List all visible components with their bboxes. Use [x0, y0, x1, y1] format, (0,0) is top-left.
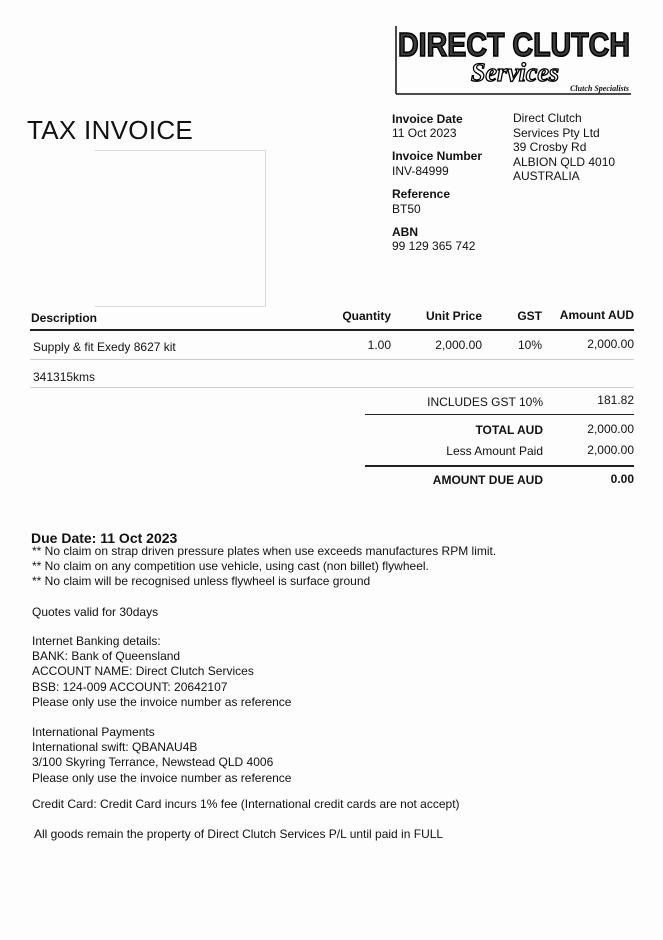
logo-line2: Services — [470, 58, 560, 87]
quotes-note: Quotes valid for 30days — [32, 605, 159, 619]
company-address — [513, 111, 615, 184]
col-header-gst: GST — [517, 309, 542, 323]
banking-bank: BANK: Bank of Queensland — [32, 649, 181, 664]
terms-notes — [32, 544, 496, 590]
company-logo — [395, 24, 633, 96]
note-line: ** No claim on any competition use vehicle, using cast (non billet) flywheel. — [32, 559, 429, 574]
table-row-rule — [30, 387, 634, 388]
row-1-quantity: 1.00 — [367, 338, 391, 352]
credit-card-note: Credit Card: Credit Card incurs 1% fee (International credit cards are not accept) — [32, 797, 460, 811]
reference-value: BT50 — [392, 202, 421, 216]
amount-due-rule — [365, 465, 634, 467]
amount-due-label: AMOUNT DUE AUD — [432, 473, 543, 487]
row-2-description: 341315kms — [33, 370, 96, 384]
totals-rule — [365, 414, 634, 415]
address-window — [95, 150, 266, 307]
total-value: 2,000.00 — [587, 422, 634, 436]
company-address-line: Direct Clutch — [513, 111, 582, 125]
less-paid-label: Less Amount Paid — [446, 444, 543, 458]
company-address-line: ALBION QLD 4010 — [513, 154, 616, 169]
invoice-date-value: 11 Oct 2023 — [392, 126, 457, 140]
col-header-quantity: Quantity — [342, 309, 391, 323]
company-address-line: AUSTRALIA — [513, 169, 580, 184]
invoice-date-label: Invoice Date — [392, 112, 463, 126]
note-line: ** No claim will be recognised unless flywheel is surface ground — [32, 574, 371, 589]
total-label: TOTAL AUD — [475, 423, 543, 437]
col-header-amount: Amount AUD — [559, 308, 634, 322]
international-payments — [32, 725, 291, 786]
banking-details — [32, 634, 291, 710]
col-header-description: Description — [31, 311, 98, 325]
invoice-number-label: Invoice Number — [392, 149, 483, 163]
col-header-unit-price: Unit Price — [425, 309, 482, 323]
banking-heading: Internet Banking details: — [32, 634, 161, 648]
property-note: All goods remain the property of Direct Clutch Services P/L until paid in FULL — [34, 827, 444, 841]
page-title: TAX INVOICE — [27, 115, 194, 145]
note-line: ** No claim on strap driven pressure plates when use exceeds manufactures RPM limit. — [32, 544, 497, 558]
international-heading: International Payments — [32, 725, 155, 739]
invoice-number-value: INV-84999 — [392, 164, 449, 178]
row-1-description: Supply & fit Exedy 8627 kit — [33, 340, 176, 354]
company-address-line: 39 Crosby Rd — [513, 140, 587, 155]
abn-value: 99 129 365 742 — [392, 239, 476, 253]
amount-due-value: 0.00 — [610, 472, 634, 486]
banking-account-name: ACCOUNT NAME: Direct Clutch Services — [32, 664, 254, 679]
includes-gst-label: INCLUDES GST 10% — [427, 395, 543, 409]
reference-label: Reference — [392, 187, 451, 201]
banking-reference-note: Please only use the invoice number as reference — [32, 694, 292, 709]
company-address-line: Services Pty Ltd — [513, 125, 600, 140]
international-address: 3/100 Skyring Terrance, Newstead QLD 4006 — [32, 755, 274, 770]
row-1-unit-price: 2,000.00 — [435, 338, 482, 352]
includes-gst-value: 181.82 — [597, 393, 634, 407]
table-header-rule — [30, 329, 634, 331]
abn-label: ABN — [392, 225, 418, 239]
logo-tagline: Clutch Specialists — [570, 84, 629, 93]
due-date: Due Date: 11 Oct 2023 — [31, 530, 178, 546]
row-1-gst: 10% — [517, 338, 542, 352]
international-reference-note: Please only use the invoice number as reference — [32, 770, 292, 785]
international-swift: International swift: QBANAU4B — [32, 740, 198, 755]
banking-bsb: BSB: 124-009 ACCOUNT: 20642107 — [32, 679, 228, 694]
less-paid-value: 2,000.00 — [587, 443, 634, 457]
table-row-rule — [30, 359, 634, 360]
row-1-amount: 2,000.00 — [587, 337, 634, 351]
logo-graphic — [395, 24, 633, 96]
logo-line1: DIRECT CLUTCH — [398, 26, 630, 63]
